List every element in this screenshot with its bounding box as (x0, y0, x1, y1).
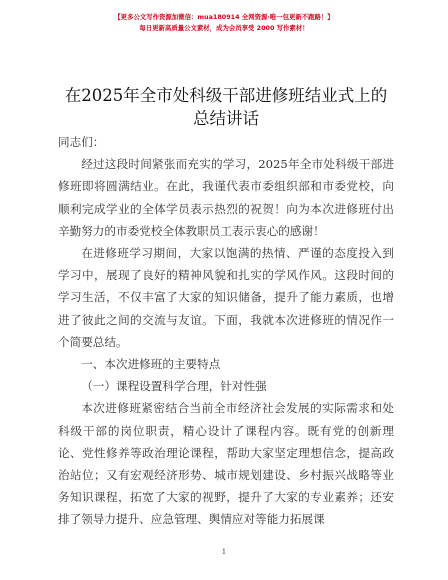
section-heading: 一、本次进修班的主要特点 (81, 357, 221, 372)
banner-line-1: 【更多公文写作资源加微信：mua180914 全网资源·唯一包更新不跑路！】 (114, 13, 334, 21)
subsection-heading: （一）课程设置科学合理，针对性强 (81, 379, 267, 394)
document-body (58, 131, 394, 531)
page-number: 1 (221, 548, 227, 556)
paragraph-3: 本次进修班紧密结合当前全市经济社会发展的实际需求和处科级干部的岗位职责，精心设计了课程内容。既有党的创新理论、党性修养等政治理论课程，帮助大家坚定理想信念，提高政治站位；又有宏观经济形势、城市规划建设、乡村振兴战略等业务知识课程，拓宽了大家的视野，提升了大家的专业素养；还安排了领导力提升、应急管理、舆情应对等能力拓展课 (58, 401, 394, 527)
salutation: 同志们： (58, 135, 105, 149)
banner-line-2: 每日更新高质量公文素材，成为会员享受 2000 写作素材！ (139, 24, 309, 32)
promo-banner (0, 12, 448, 34)
document-title: 在2025年全市处科级干部进修班结业式上的总结讲话 (64, 86, 388, 128)
paragraph-2: 在进修班学习期间，大家以饱满的热情、严谨的态度投入到学习中，展现了良好的精神风貌和扎实的学风作风。这段时间的学习生活，不仅丰富了大家的知识储备，提升了能力素质，也增进了彼此之间的交流与友谊。下面，我就本次进修班的情况作一个简要总结。 (58, 246, 394, 349)
paragraph-1: 经过这段时间紧张而充实的学习，2025年全市处科级干部进修班即将圆满结业。在此，我谨代表市委组织部和市委党校，向顺利完成学业的全体学员表示热烈的祝贺！向为本次进修班付出辛勤努力的市委党校全体教职员工表示衷心的感谢！ (58, 157, 394, 238)
